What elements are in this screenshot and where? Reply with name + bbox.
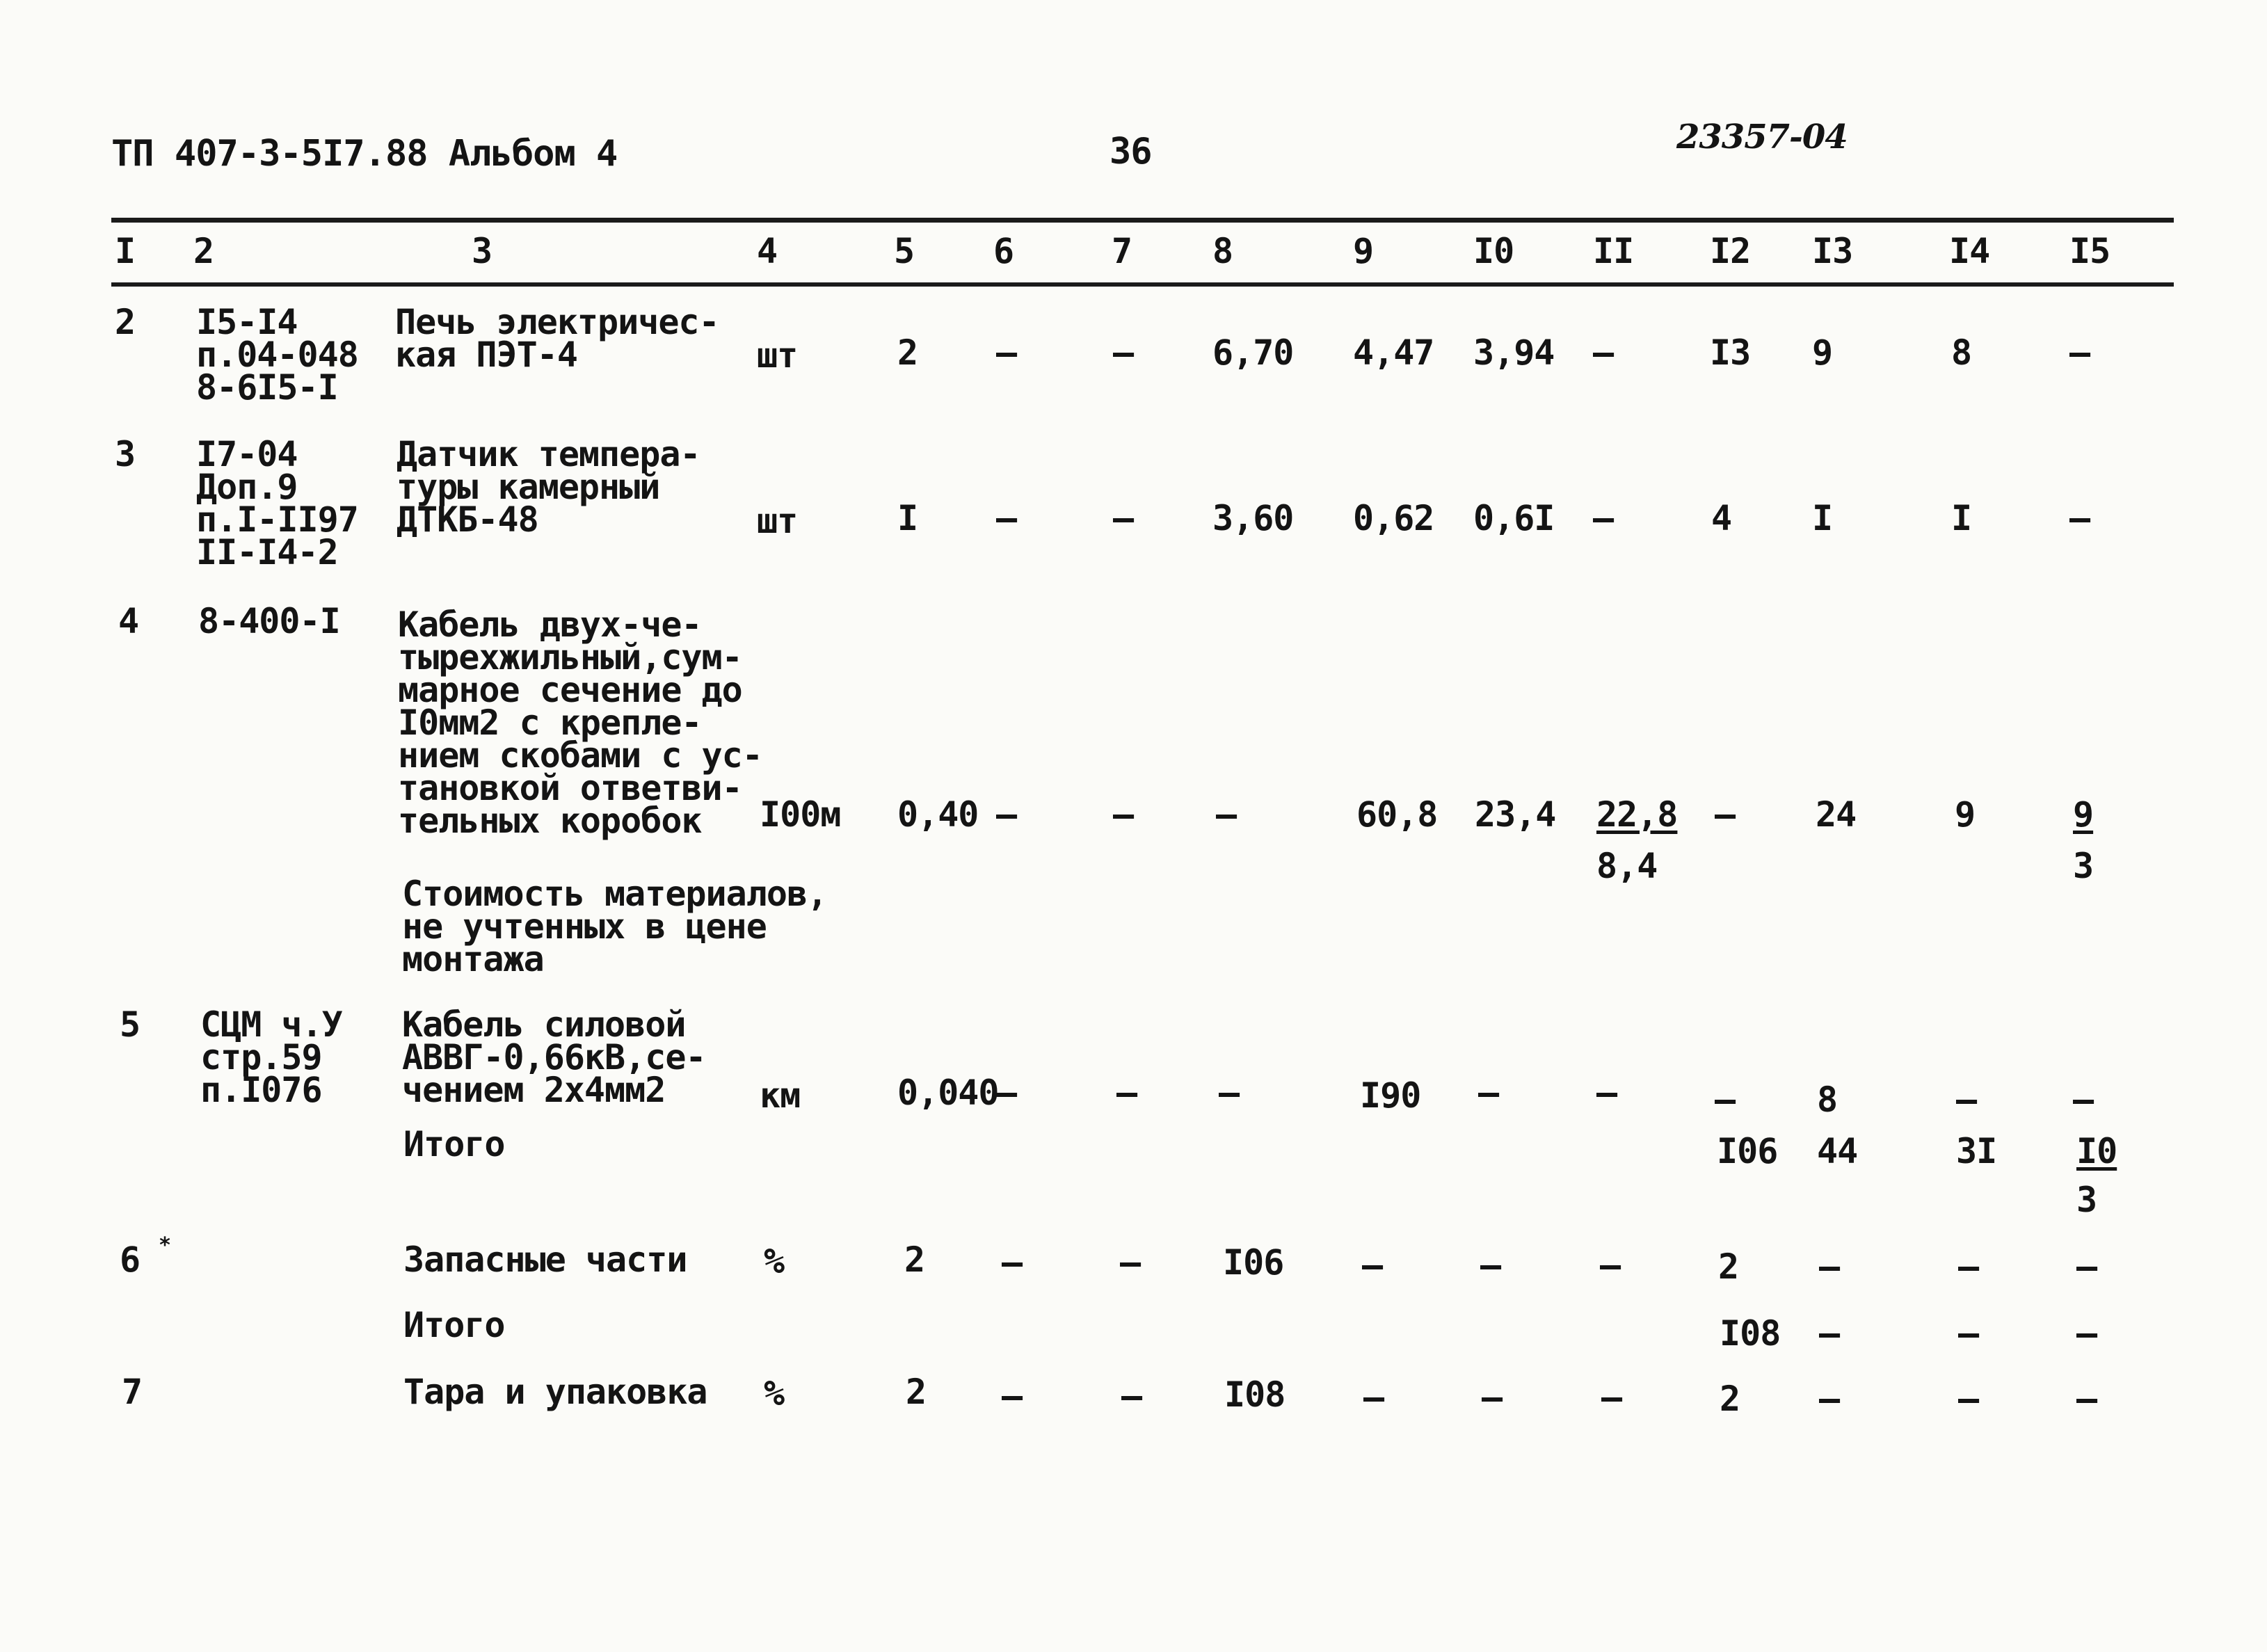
- cell-9: I90: [1360, 1075, 1421, 1116]
- cell-13: 8: [1817, 1080, 1838, 1120]
- row-code: СЦМ ч.У стр.59 п.I076: [200, 1004, 342, 1110]
- cell-6: –: [996, 332, 1017, 373]
- cell-10: –: [1480, 1245, 1501, 1285]
- row-name: Тара и упаковка: [403, 1372, 707, 1412]
- cell-12: I3: [1710, 332, 1751, 373]
- cell-7: –: [1113, 498, 1134, 538]
- col-header-8: 8: [1212, 231, 1233, 271]
- cell-9: –: [1362, 1245, 1383, 1285]
- row-code: 8-400-I: [198, 601, 340, 641]
- col-header-6: 6: [993, 231, 1014, 271]
- table-header-rule: [111, 282, 2174, 287]
- cell-12: –: [1715, 1080, 1736, 1120]
- cell-11: –: [1593, 498, 1614, 538]
- row-name: Запасные части: [403, 1240, 687, 1280]
- cell-13: 44: [1817, 1131, 1858, 1171]
- cell-15: –: [2076, 1313, 2097, 1354]
- col-header-13: I3: [1812, 231, 1853, 271]
- cell-13: –: [1819, 1246, 1840, 1287]
- cell-15-second-line: 3: [2073, 846, 2094, 886]
- cell-14: –: [1958, 1379, 1979, 1419]
- cell-9: 0,62: [1353, 498, 1434, 538]
- cell-8: –: [1216, 794, 1237, 835]
- cell-10: 23,4: [1475, 794, 1556, 835]
- cell-10: –: [1478, 1073, 1499, 1113]
- cell-15: –: [2069, 332, 2090, 373]
- cell-11: –: [1596, 1073, 1617, 1113]
- col-header-2: 2: [193, 231, 214, 271]
- row-unit: %: [764, 1373, 785, 1413]
- cell-7: –: [1121, 1376, 1142, 1416]
- cell-14: –: [1958, 1246, 1979, 1287]
- cell-11: –: [1593, 332, 1614, 373]
- cell-7: –: [1113, 332, 1134, 373]
- cell-6: –: [1002, 1242, 1023, 1283]
- cell-5: 2: [904, 1240, 925, 1280]
- cell-11-second-line: 8,4: [1596, 846, 1658, 886]
- cell-12: 4: [1711, 498, 1732, 538]
- page-number: 36: [1110, 131, 1152, 173]
- cell-13: –: [1819, 1313, 1840, 1354]
- cell-15: –: [2069, 498, 2090, 538]
- cell-13: 9: [1812, 332, 1833, 373]
- row-number: 5: [120, 1004, 141, 1045]
- cell-12: 2: [1718, 1246, 1739, 1287]
- handwritten-stamp-number: 23357-04: [1676, 118, 1848, 157]
- cell-12: –: [1715, 794, 1736, 835]
- cell-5: 0,040: [897, 1073, 999, 1113]
- row-unit: шт: [757, 335, 798, 376]
- cell-12: I06: [1717, 1131, 1778, 1171]
- col-header-12: I2: [1710, 231, 1751, 271]
- cell-7: –: [1116, 1073, 1137, 1113]
- col-header-15: I5: [2069, 231, 2110, 271]
- cell-15: I0: [2076, 1131, 2117, 1171]
- cell-5: 0,40: [897, 794, 979, 835]
- cell-14: I: [1951, 498, 1972, 538]
- row-number: 6: [120, 1240, 141, 1280]
- col-header-5: 5: [894, 231, 915, 271]
- col-header-4: 4: [757, 231, 778, 271]
- cell-10: 0,6I: [1473, 498, 1555, 538]
- row-name: Печь электричес- кая ПЭТ-4: [395, 302, 719, 375]
- col-header-7: 7: [1112, 231, 1132, 271]
- footnote-mark: *: [159, 1233, 171, 1258]
- cell-6: –: [1002, 1376, 1023, 1416]
- cell-6: –: [996, 1073, 1017, 1113]
- cell-11: 22,8: [1596, 794, 1678, 835]
- cell-10: –: [1482, 1377, 1503, 1418]
- cell-8: 6,70: [1212, 332, 1294, 373]
- cell-14: –: [1956, 1080, 1977, 1120]
- cell-15: 9: [2073, 794, 2094, 835]
- cell-15: –: [2073, 1080, 2094, 1120]
- cell-14: –: [1958, 1313, 1979, 1354]
- col-header-1: I: [115, 231, 136, 271]
- cell-8: 3,60: [1212, 498, 1294, 538]
- row-unit: %: [764, 1241, 785, 1281]
- row-code: I5-I4 п.04-048 8-6I5-I: [196, 302, 358, 408]
- cell-9: 60,8: [1356, 794, 1438, 835]
- cell-11: –: [1600, 1245, 1621, 1285]
- cell-6: –: [996, 498, 1017, 538]
- cell-5: 2: [897, 332, 918, 373]
- cell-12: 2: [1720, 1379, 1740, 1419]
- cell-6: –: [996, 794, 1017, 835]
- cell-8: I06: [1223, 1242, 1284, 1283]
- material-cost-note: Стоимость материалов, не учтенных в цене монтажа: [402, 874, 828, 979]
- cell-8: –: [1219, 1073, 1240, 1113]
- col-header-14: I4: [1949, 231, 1990, 271]
- table-top-rule: [111, 218, 2174, 223]
- cell-5: 2: [906, 1372, 927, 1412]
- row-number: 4: [118, 601, 139, 641]
- row-number: 2: [115, 302, 136, 342]
- cell-12: I08: [1720, 1313, 1781, 1354]
- row-number: 7: [122, 1372, 143, 1412]
- col-header-10: I0: [1473, 231, 1514, 271]
- cell-15: –: [2076, 1379, 2097, 1419]
- cell-13: 24: [1816, 794, 1857, 835]
- row-number: 3: [115, 434, 136, 474]
- row-unit: шт: [757, 501, 798, 541]
- row-unit: км: [760, 1075, 801, 1116]
- cell-5: I: [897, 498, 918, 538]
- cell-10: 3,94: [1473, 332, 1555, 373]
- cell-14: 9: [1955, 794, 1976, 835]
- row-name: Датчик темпера- туры камерный ДТКБ-48: [396, 434, 700, 540]
- document-reference: ТП 407-3-5I7.88 Альбом 4: [111, 133, 618, 175]
- row-name: Кабель двух-че- тырехжильный,сум- марное сечение до I0мм2 с крепле- нием скобами с ус- тановкой ответви- тельных коробок: [398, 604, 762, 841]
- subtotal-label: Итого: [403, 1124, 505, 1164]
- col-header-9: 9: [1353, 231, 1374, 271]
- cell-15: –: [2076, 1246, 2097, 1287]
- cell-7: –: [1113, 794, 1134, 835]
- cell-13: I: [1812, 498, 1833, 538]
- cell-13: –: [1819, 1379, 1840, 1419]
- subtotal-label: Итого: [403, 1305, 505, 1345]
- cell-7: –: [1120, 1242, 1141, 1283]
- col-header-11: II: [1593, 231, 1634, 271]
- cell-11: –: [1601, 1377, 1622, 1418]
- cell-9: –: [1363, 1377, 1384, 1418]
- cell-8: I08: [1224, 1374, 1285, 1415]
- col-header-3: 3: [472, 231, 492, 271]
- row-code: I7-04 Доп.9 п.I-II97 II-I4-2: [196, 434, 358, 572]
- row-unit: I00м: [760, 794, 841, 835]
- cell-15-second-line: 3: [2076, 1180, 2097, 1220]
- cell-9: 4,47: [1353, 332, 1434, 373]
- cell-14: 8: [1951, 332, 1972, 373]
- row-name: Кабель силовой АВВГ-0,66кВ,се- чением 2х4мм2: [402, 1004, 706, 1110]
- cell-14: 3I: [1956, 1131, 1997, 1171]
